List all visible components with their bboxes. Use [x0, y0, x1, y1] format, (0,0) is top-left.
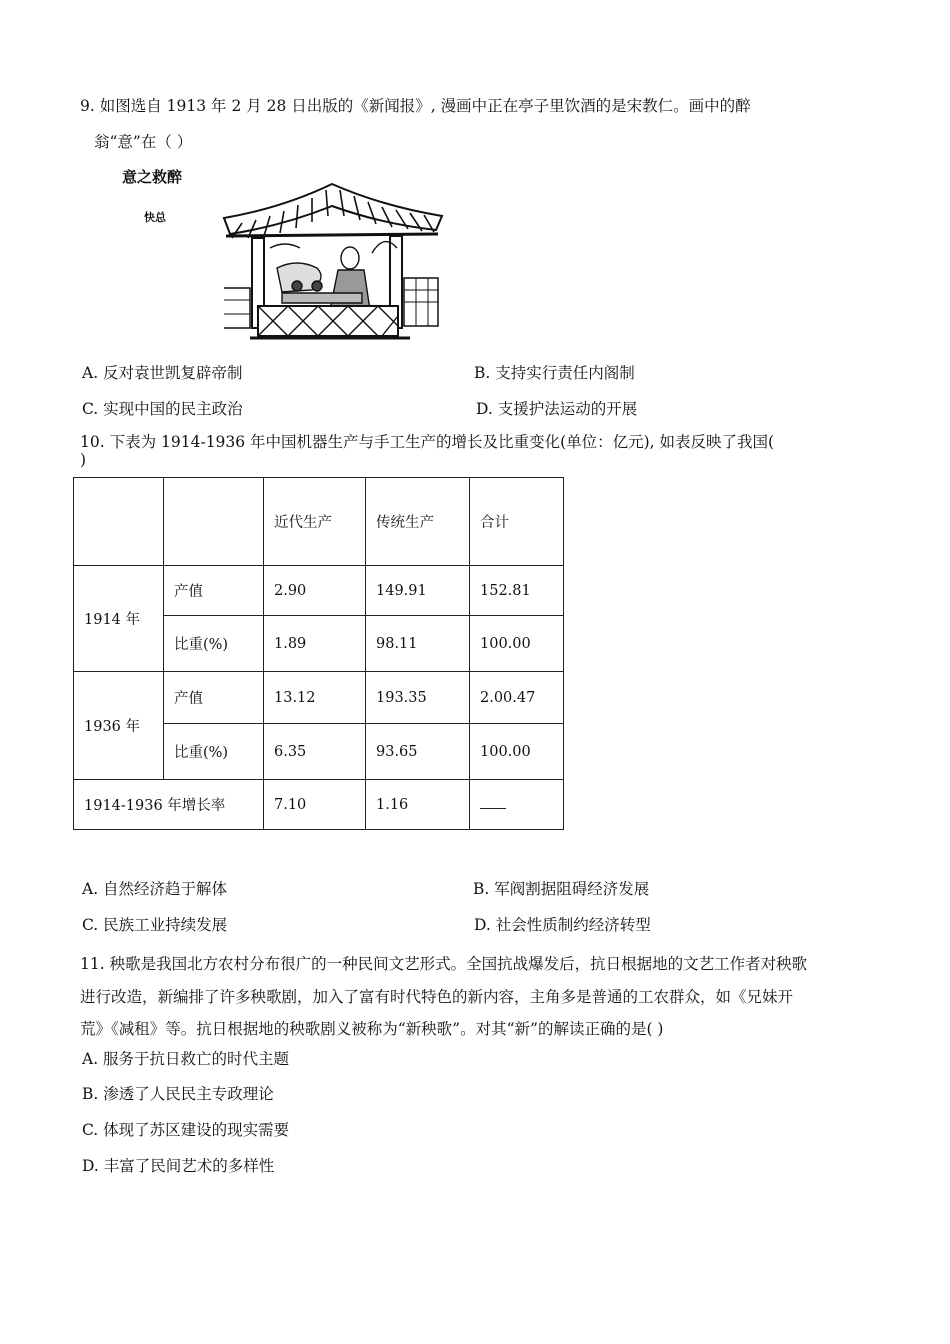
- q9-stem-line1: 9. 如图选自 1913 年 2 月 28 日出版的《新闻报》, 漫画中正在亭子里饮酒的是宋教仁。画中的醉: [80, 97, 751, 115]
- table-row-label-output: 产值: [164, 566, 264, 616]
- q11-stem-line2: 进行改造，新编排了许多秧歌剧，加入了富有时代特色的新内容，主角多是普通的工农群众，如《兄妹开: [80, 988, 794, 1006]
- table-header-traditional: 传统生产: [366, 478, 470, 566]
- q11-option-b: B. 渗透了人民民主专政理论: [82, 1085, 274, 1103]
- table-cell: 1.89: [264, 616, 366, 672]
- q10-option-c: C. 民族工业持续发展: [82, 916, 228, 934]
- production-table: [73, 477, 564, 830]
- table-cell: 2.00.47: [470, 672, 564, 724]
- q11-option-c: C. 体现了苏区建设的现实需要: [82, 1121, 290, 1139]
- table-year-1936: 1936 年: [74, 672, 164, 780]
- q11-option-a: A. 服务于抗日救亡的时代主题: [82, 1050, 290, 1068]
- q10-option-b: B. 军阀割据阻碍经济发展: [473, 880, 650, 898]
- q11-stem-line1: 11. 秧歌是我国北方农村分布很广的一种民间文艺形式。全国抗战爆发后，抗日根据地的文艺工作者对秧歌: [80, 955, 808, 973]
- table-cell: 193.35: [366, 672, 470, 724]
- q9-option-b: B. 支持实行责任内阁制: [474, 364, 635, 382]
- pavilion-cartoon-image: [222, 178, 444, 348]
- table-cell: 13.12: [264, 672, 366, 724]
- table-cell: 7.10: [264, 780, 366, 830]
- q10-stem-line1: 10. 下表为 1914-1936 年中国机器生产与手工生产的增长及比重变化(单位：亿元), 如表反映了我国(: [80, 433, 775, 451]
- q11-option-d: D. 丰富了民间艺术的多样性: [82, 1157, 275, 1175]
- table-cell: 100.00: [470, 724, 564, 780]
- table-header-modern: 近代生产: [264, 478, 366, 566]
- q10-stem-line2: ): [80, 451, 87, 469]
- cartoon-subtitle: 快总: [144, 211, 166, 224]
- table-cell: 2.90: [264, 566, 366, 616]
- table-row-label-share: 比重(%): [164, 724, 264, 780]
- q9-option-a: A. 反对袁世凯复辟帝制: [82, 364, 243, 382]
- q9-option-c: C. 实现中国的民主政治: [82, 400, 243, 418]
- cartoon-title: 意之救醉: [122, 168, 183, 186]
- table-cell: 100.00: [470, 616, 564, 672]
- table-cell: 93.65: [366, 724, 470, 780]
- table-cell-blank: [470, 780, 564, 830]
- table-cell: 6.35: [264, 724, 366, 780]
- table-cell: 98.11: [366, 616, 470, 672]
- table-cell: 1.16: [366, 780, 470, 830]
- q11-stem-line3: 荒》《减租》等。抗日根据地的秧歌剧义被称为“新秧歌”。对其“新”的解读正确的是( ): [80, 1020, 664, 1038]
- q9-stem-line2: 翁“意”在（ ）: [94, 133, 193, 151]
- q9-option-d: D. 支援护法运动的开展: [476, 400, 638, 418]
- table-header-blank: [164, 478, 264, 566]
- q10-option-a: A. 自然经济趋于解体: [82, 880, 228, 898]
- table-row-label-share: 比重(%): [164, 616, 264, 672]
- table-header-blank: [74, 478, 164, 566]
- table-cell: 149.91: [366, 566, 470, 616]
- blank-dash: [480, 800, 506, 809]
- table-cell: 152.81: [470, 566, 564, 616]
- table-growth-label: 1914-1936 年增长率: [74, 780, 264, 830]
- table-header-total: 合计: [470, 478, 564, 566]
- table-year-1914: 1914 年: [74, 566, 164, 672]
- q10-option-d: D. 社会性质制约经济转型: [474, 916, 651, 934]
- table-row-label-output: 产值: [164, 672, 264, 724]
